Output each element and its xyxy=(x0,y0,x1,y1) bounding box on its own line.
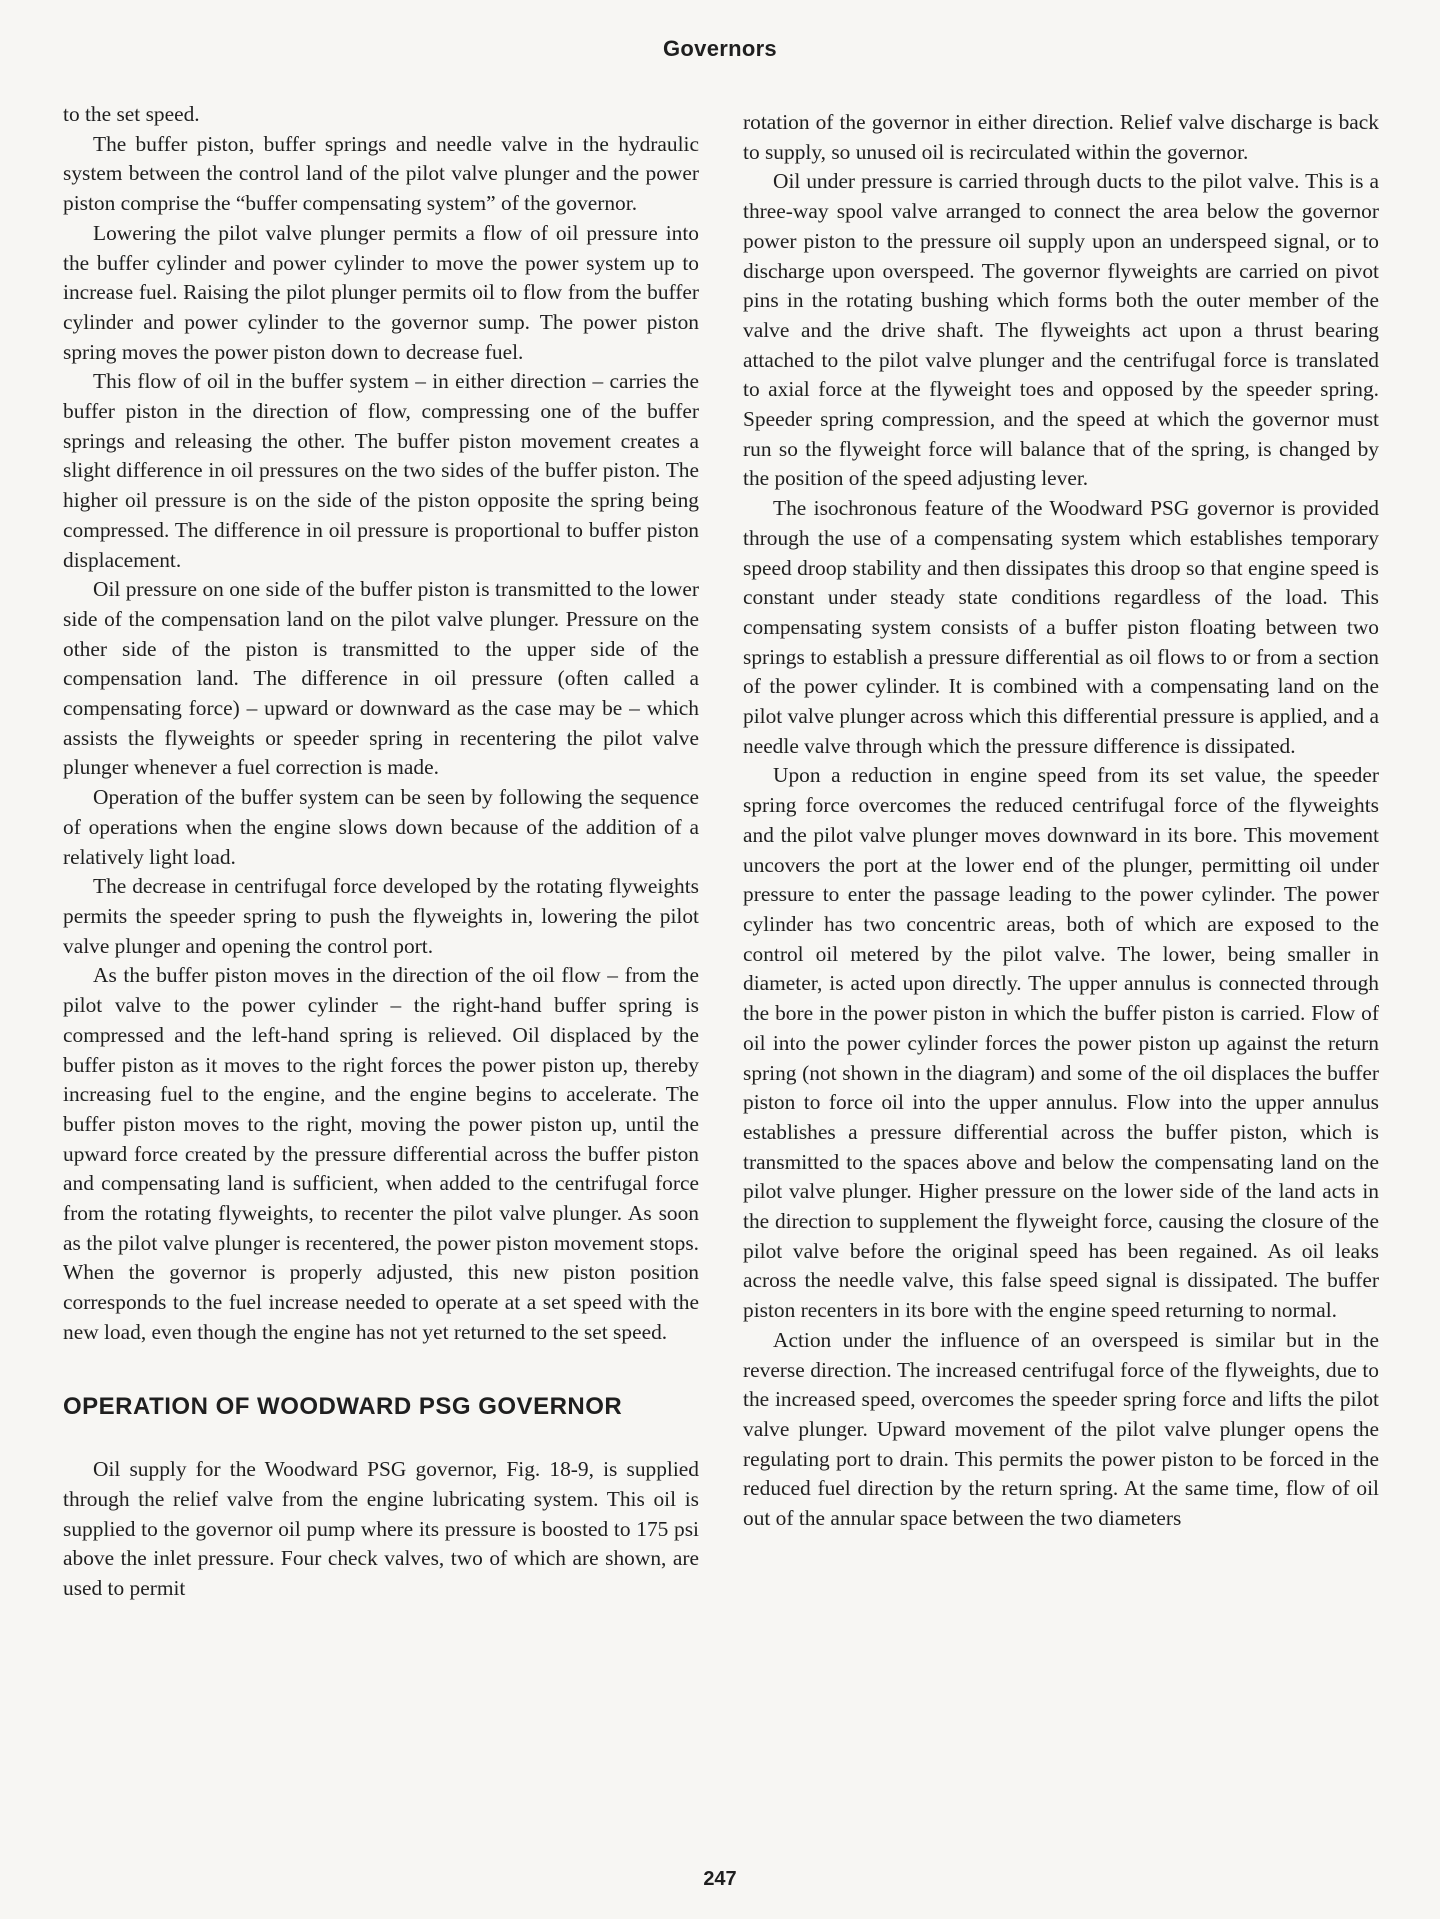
body-paragraph: Oil pressure on one side of the buffer piston is transmitted to the lower side of the compensation land on the pilot valve plunger. Pressure on the other side of the piston is transmitted to the upper side of the compensation land. The difference in oil pressure (often called a compensating force) – upward or downward as the case may be – which assists the flyweights or speeder spring in recentering the pilot valve plunger whenever a fuel correction is made. xyxy=(63,577,699,780)
body-paragraph: Upon a reduction in engine speed from its set value, the speeder spring force overcomes the reduced centrifugal force of the flyweights and the pilot valve plunger moves downward in its bore. This movement uncovers the port at the lower end of the plunger, permitting oil under pressure to enter the passage leading to the power cylinder. The power cylinder has two concentric areas, both of which are exposed to the control oil metered by the pilot valve. The lower, being smaller in diameter, is acted upon directly. The upper annulus is connected through the bore in the power piston in which the buffer piston is carried. Flow of oil into the power cylinder forces the power piston up against the return spring (not shown in the diagram) and some of the oil displaces the buffer piston to force oil into the upper annulus. Flow into the upper annulus establishes a pressure differential across the buffer piston, which is transmitted to the spaces above and below the compensating land on the pilot valve plunger. Higher pressure on the lower side of the land acts in the direction to supplement the flyweight force, causing the closure of the pilot valve before the original speed has been regained. As oil leaks across the needle valve, this false speed signal is dissipated. The buffer piston recenters in its bore with the engine speed returning to normal. xyxy=(743,763,1379,1323)
body-paragraph: This flow of oil in the buffer system – in either direction – carries the buffer piston in the direction of flow, compressing one of the buffer springs and releasing the other. The buffer piston movement creates a slight difference in oil pressures on the two sides of the buffer piston. The higher oil pressure is on the side of the piston opposite the spring being compressed. The difference in oil pressure is proportional to buffer piston displacement. xyxy=(63,369,699,572)
left-column xyxy=(63,100,699,1604)
body-paragraph: The isochronous feature of the Woodward PSG governor is provided through the use of a compensating system which establishes temporary speed droop stability and then dissipates this droop so that engine speed is constant under steady state conditions regardless of the load. This compensating system consists of a buffer piston floating between two springs to establish a pressure differential as oil flows to or from a section of the power cylinder. It is combined with a compensating land on the pilot valve plunger across which this differential pressure is applied, and a needle valve through which the pressure difference is dissipated. xyxy=(743,496,1379,758)
body-paragraph: The decrease in centrifugal force developed by the rotating flyweights permits the speeder spring to push the flyweights in, lowering the pilot valve plunger and opening the control port. xyxy=(63,874,699,958)
right-column xyxy=(743,108,1379,1534)
body-paragraph: As the buffer piston moves in the direction of the oil flow – from the pilot valve to the power cylinder – the right-hand buffer spring is compressed and the left-hand spring is relieved. Oil displaced by the buffer piston as it moves to the right forces the power piston up, thereby increasing fuel to the engine, and the engine begins to accelerate. The buffer piston moves to the right, moving the power piston up, until the upward force created by the pressure differential across the buffer piston and compensating land is sufficient, when added to the centrifugal force from the rotating flyweights, to recenter the pilot valve plunger. As soon as the pilot valve plunger is recentered, the power piston movement stops. When the governor is properly adjusted, this new piston position corresponds to the fuel increase needed to operate at a set speed with the new load, even though the engine has not yet returned to the set speed. xyxy=(63,963,699,1344)
body-paragraph: Oil supply for the Woodward PSG governor, Fig. 18-9, is supplied through the relief valve from the engine lubricating system. This oil is supplied to the governor oil pump where its pressure is boosted to 175 psi above the inlet pressure. Four check valves, two of which are shown, are used to permit xyxy=(63,1457,699,1601)
body-paragraph: Operation of the buffer system can be seen by following the sequence of operations when the engine slows down because of the addition of a relatively light load. xyxy=(63,785,699,869)
page-number: 247 xyxy=(703,1868,737,1890)
body-paragraph: The buffer piston, buffer springs and needle valve in the hydraulic system between the control land of the pilot valve plunger and the power piston comprise the “buffer compensating system” of the governor. xyxy=(63,131,699,216)
body-paragraph: Lowering the pilot valve plunger permits a flow of oil pressure into the buffer cylinder and power cylinder to move the power system up to increase fuel. Raising the pilot plunger permits oil to flow from the buffer cylinder and power cylinder to the governor sump. The power piston spring moves the power piston down to decrease fuel. xyxy=(63,220,699,364)
running-head: Governors xyxy=(663,36,777,61)
body-paragraph: Oil under pressure is carried through ducts to the pilot valve. This is a three-way spool valve arranged to connect the area below the governor power piston to the pressure oil supply upon an underspeed signal, or to discharge upon overspeed. The governor flyweights are carried on pivot pins in the rotating bushing which forms both the outer member of the valve and the drive shaft. The flyweights act upon a thrust bearing attached to the pilot valve plunger and the centrifugal force is translated to axial force at the flyweight toes and opposed by the speeder spring. Speeder spring compression, and the speed at which the governor must run so the flyweight force will balance that of the spring, is changed by the position of the speed adjusting lever. xyxy=(743,169,1379,491)
body-paragraph: rotation of the governor in either direction. Relief valve discharge is back to supply, so unused oil is recirculated within the governor. xyxy=(743,110,1379,164)
body-paragraph: Action under the influence of an overspeed is similar but in the reverse direction. The increased centrifugal force of the flyweights, due to the increased speed, overcomes the speeder spring force and lifts the pilot valve plunger. Upward movement of the pilot valve plunger opens the regulating port to drain. This permits the power piston to be forced in the reduced fuel direction by the return spring. At the same time, flow of oil out of the annular space between the two diameters xyxy=(743,1327,1379,1531)
body-paragraph: to the set speed. xyxy=(63,102,200,126)
section-heading: OPERATION OF WOODWARD PSG GOVERNOR xyxy=(63,1392,623,1420)
